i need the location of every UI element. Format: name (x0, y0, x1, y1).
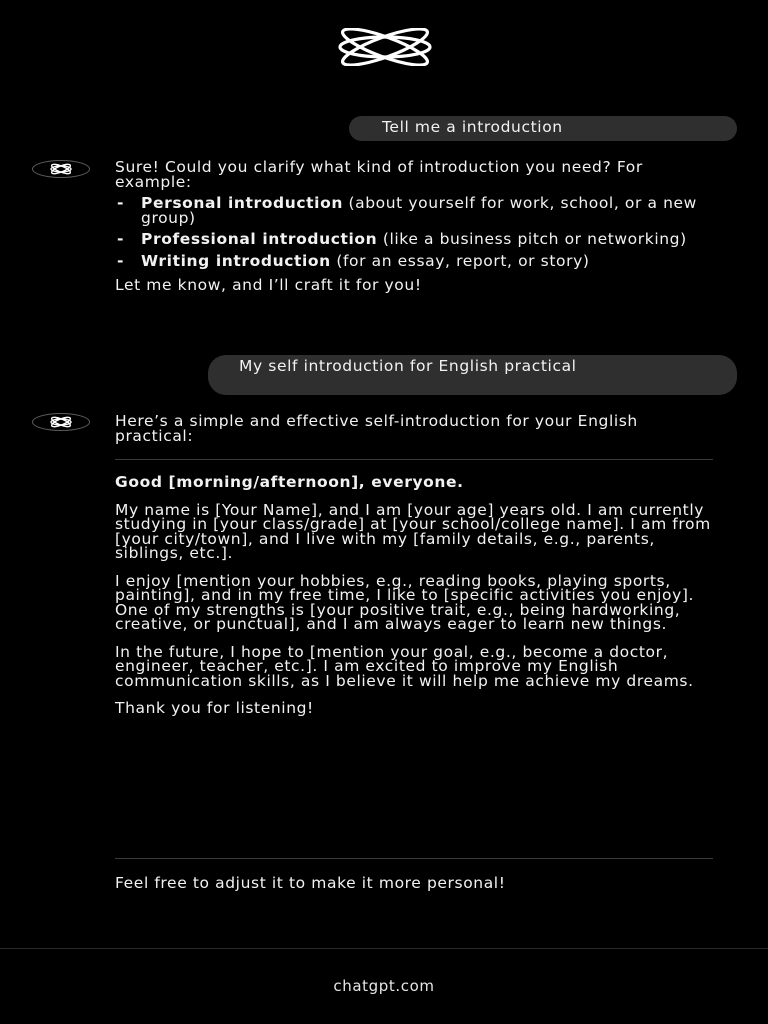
paragraph: In the future, I hope to [mention your goal, e.g., become a doctor, engineer, teacher, etc.]. I am excited to improve my English communication skills, as I believe it will help me achieve my dreams. (115, 642, 694, 690)
assistant-avatar (32, 413, 90, 431)
openai-logo-icon (49, 163, 73, 175)
option-detail: (for an essay, report, or story) (330, 251, 590, 270)
assistant-message (115, 414, 720, 443)
paragraph: My name is [Your Name], and I am [your age] years old. I am currently studying in [your class/grade] at [your school/college name]. I am from [your city/town], and I live with my [family details, e.g., parents, siblings, etc.]. (115, 500, 711, 562)
list-item (115, 232, 720, 247)
option-title: Professional introduction (141, 230, 378, 248)
option-title: Personal introduction (141, 194, 343, 212)
option-detail: (about yourself for work, school, or a new group) (141, 194, 697, 227)
footer-divider (0, 948, 768, 949)
user-message-text: My self introduction for English practical (239, 357, 577, 375)
user-message-bubble (208, 355, 737, 395)
assistant-intro-text: Here’s a simple and effective self-introduction for your English practical: (115, 412, 638, 445)
assistant-intro-text: Sure! Could you clarify what kind of introduction you need? For example: (115, 158, 643, 191)
list-item (115, 196, 720, 225)
greeting-line: Good [morning/afternoon], everyone. (115, 473, 464, 491)
assistant-closing-text: Feel free to adjust it to make it more personal! (115, 874, 506, 892)
user-message-bubble (349, 116, 737, 141)
assistant-message (115, 160, 720, 293)
option-detail: (like a business pitch or networking) (377, 230, 687, 248)
openai-logo-icon (49, 416, 73, 428)
paragraph: Thank you for listening! (115, 699, 314, 717)
assistant-avatar (32, 160, 90, 178)
user-message-text: Tell me a introduction (382, 118, 563, 136)
option-title: Writing introduction (141, 251, 331, 270)
footer-domain[interactable]: chatgpt.com (333, 977, 435, 995)
assistant-message-body (115, 475, 720, 716)
assistant-closing-text: Let me know, and I’ll craft it for you! (115, 276, 422, 294)
openai-logo-icon (331, 28, 439, 66)
divider (115, 858, 713, 859)
divider (115, 459, 713, 460)
assistant-message-closing (115, 876, 720, 891)
paragraph: I enjoy [mention your hobbies, e.g., reading books, playing sports, painting], and in my free time, I like to [specific activities you enjoy]. One of my strengths is [your positive trait, e.g., being hardworking, creative, or punctual], and I am always eager to learn new things. (115, 571, 695, 633)
list-item (115, 251, 720, 270)
